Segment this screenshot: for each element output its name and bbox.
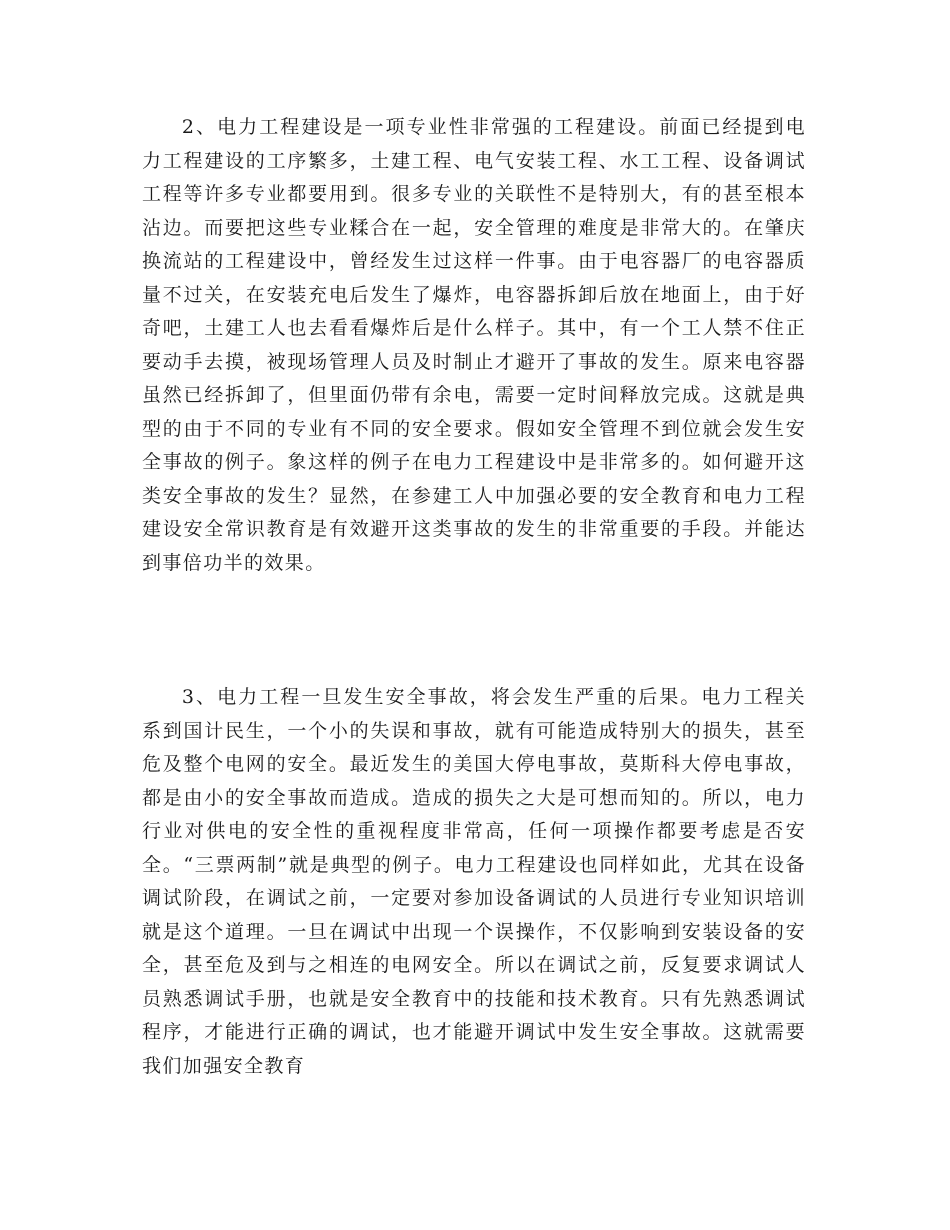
paragraph-2: 2、电力工程建设是一项专业性非常强的工程建设。前面已经提到电力工程建设的工序繁多，土建工程、电气安装工程、水工工程、设备调试工程等许多专业都要用到。很多专业的关联性不是特别大，有的甚至根本沾边。而要把这些专业糅合在一起，安全管理的难度是非常大的。在肇庆换流站的工程建设中，曾经发生过这样一件事。由于电容器厂的电容器质量不过关，在安装充电后发生了爆炸，电容器拆卸后放在地面上，由于好奇吧，土建工人也去看看爆炸后是什么样子。其中，有一个工人禁不住正要动手去摸，被现场管理人员及时制止才避开了事故的发生。原来电容器虽然已经拆卸了，但里面仍带有余电，需要一定时间释放完成。这就是典型的由于不同的专业有不同的安全要求。假如安全管理不到位就会发生安全事故的例子。象这样的例子在电力工程建设中是非常多的。如何避开这类安全事故的发生？显然，在参建工人中加强必要的安全教育和电力工程建设安全常识教育是有效避开这类事故的发生的非常重要的手段。并能达到事倍功半的效果。: [142, 116, 806, 574]
paragraph-3: 3、电力工程一旦发生安全事故，将会发生严重的后果。电力工程关系到国计民生，一个小的失误和事故，就有可能造成特别大的损失，甚至危及整个电网的安全。最近发生的美国大停电事故，莫斯科大停电事故，都是由小的安全事故而造成。造成的损失之大是可想而知的。所以，电力行业对供电的安全性的重视程度非常高，任何一项操作都要考虑是否安全。“三票两制”就是典型的例子。电力工程建设也同样如此，尤其在设备调试阶段，在调试之前，一定要对参加设备调试的人员进行专业知识培训就是这个道理。一旦在调试中出现一个误操作，不仅影响到安装设备的安全，甚至危及到与之相连的电网安全。所以在调试之前，反复要求调试人员熟悉调试手册，也就是安全教育中的技能和技术教育。只有先熟悉调试程序，才能进行正确的调试，也才能避开调试中发生安全事故。这就需要我们加强安全教育: [142, 686, 806, 1077]
